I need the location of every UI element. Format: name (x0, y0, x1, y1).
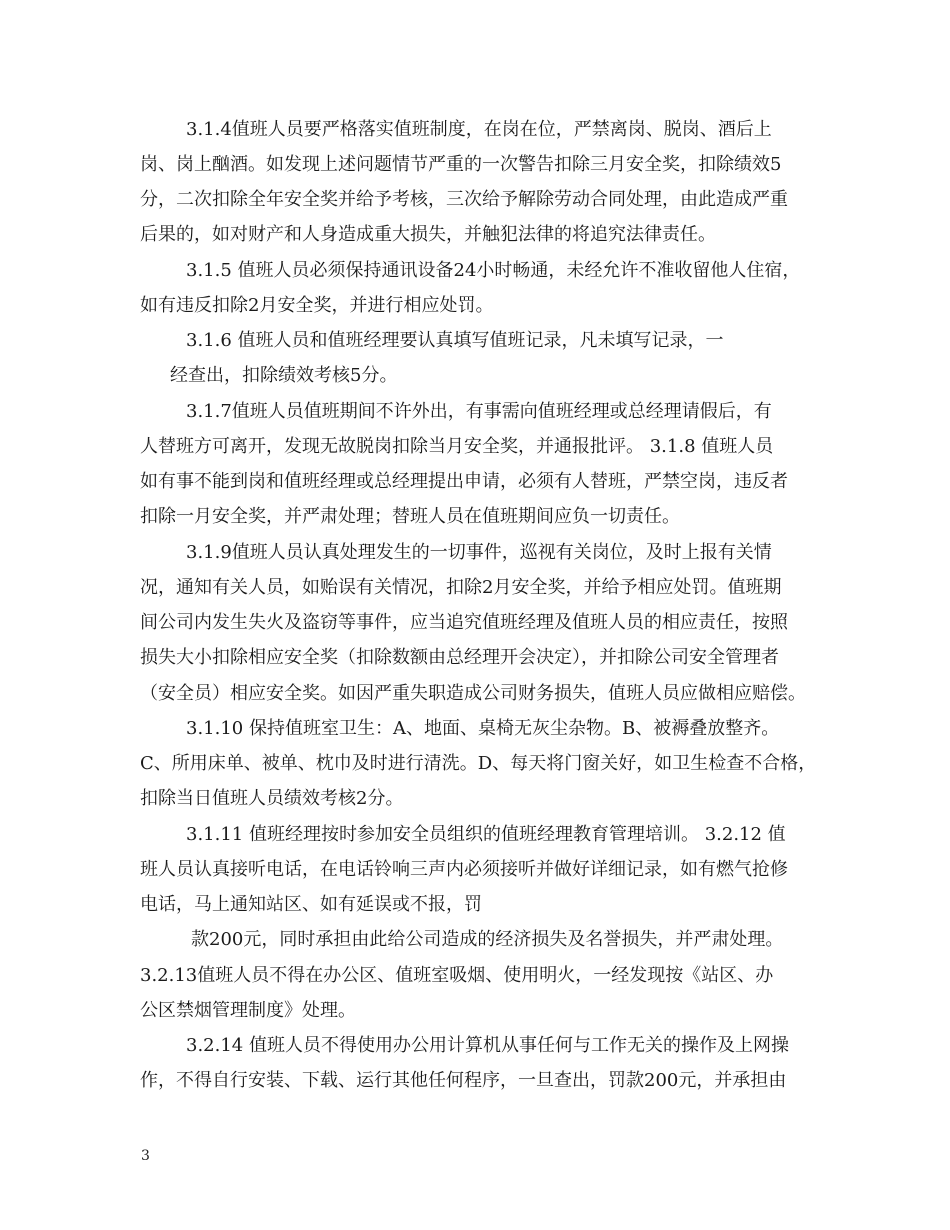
text-line: 岗、岗上酗酒。如发现上述问题情节严重的一次警告扣除三月安全奖，扣除绩效5 (140, 154, 782, 175)
text-line: 人替班方可离开，发现无故脱岗扣除当月安全奖，并通报批评。 3.1.8 值班人员 (140, 436, 774, 457)
text-line: 3.1.7值班人员值班期间不许外出，有事需向值班经理或总经理请假后，有 (186, 401, 772, 422)
text-line: 作，不得自行安装、下载、运行其他任何程序，一旦查出，罚款200元，并承担由 (140, 1070, 787, 1091)
text-line: 损失大小扣除相应安全奖（扣除数额由总经理开会决定），并扣除公司安全管理者 (140, 647, 779, 668)
text-line: 款200元，同时承担由此给公司造成的经济损失及名誉损失，并严肃处理。 (191, 929, 784, 950)
text-line: 如有违反扣除2月安全奖，并进行相应处罚。 (140, 295, 494, 316)
text-line: 扣除当日值班人员绩效考核2分。 (140, 788, 404, 809)
text-line: 3.1.5 值班人员必须保持通讯设备24小时畅通，未经允许不准收留他人住宿， (186, 260, 801, 281)
text-line: 后果的，如对财产和人身造成重大损失，并触犯法律的将追究法律责任。 (140, 224, 716, 245)
text-line: 况，通知有关人员，如贻误有关情况，扣除2月安全奖，并给予相应处罚。值班期 (140, 577, 782, 598)
text-line: 如有事不能到岗和值班经理或总经理提出申请，必须有人替班，严禁空岗，违反者 (140, 471, 788, 492)
page-number: 3 (141, 1148, 150, 1164)
text-line: 3.1.6 值班人员和值班经理要认真填写值班记录，凡未填写记录，一 (186, 330, 724, 351)
text-line: C、所用床单、被单、枕巾及时进行清洗。D、每天将门窗关好，如卫生检查不合格， (140, 753, 817, 774)
text-line: 扣除一月安全奖，并严肃处理；替班人员在值班期间应负一切责任。 (140, 506, 680, 527)
text-line: 3.1.9值班人员认真处理发生的一切事件，巡视有关岗位，及时上报有关情 (186, 542, 772, 563)
text-line: 3.2.14 值班人员不得使用办公用计算机从事任何与工作无关的操作及上网操 (186, 1035, 789, 1056)
text-line: 3.1.4值班人员要严格落实值班制度，在岗在位，严禁离岗、脱岗、酒后上 (186, 119, 772, 140)
text-line: 公区禁烟管理制度》处理。 (140, 1000, 356, 1021)
text-line: 3.2.13值班人员不得在办公区、值班室吸烟、使用明火，一经发现按《站区、办 (140, 965, 774, 986)
text-line: 电话，马上通知站区、如有延误或不报，罚 (140, 894, 482, 915)
text-line: 分，二次扣除全年安全奖并给予考核，三次给予解除劳动合同处理，由此造成严重 (140, 189, 788, 210)
text-line: （安全员）相应安全奖。如因严重失职造成公司财务损失，值班人员应做相应赔偿。 (140, 683, 806, 704)
text-line: 3.1.11 值班经理按时参加安全员组织的值班经理教育管理培训。 3.2.12 值 (186, 824, 786, 845)
text-line: 3.1.10 保持值班室卫生：A、地面、桌椅无灰尘杂物。B、被褥叠放整齐。 (186, 718, 780, 739)
text-line: 经查出，扣除绩效考核5分。 (170, 365, 398, 386)
text-line: 间公司内发生失火及盗窃等事件，应当追究值班经理及值班人员的相应责任，按照 (140, 612, 788, 633)
text-line: 班人员认真接听电话，在电话铃响三声内必须接听并做好详细记录，如有燃气抢修 (140, 859, 788, 880)
